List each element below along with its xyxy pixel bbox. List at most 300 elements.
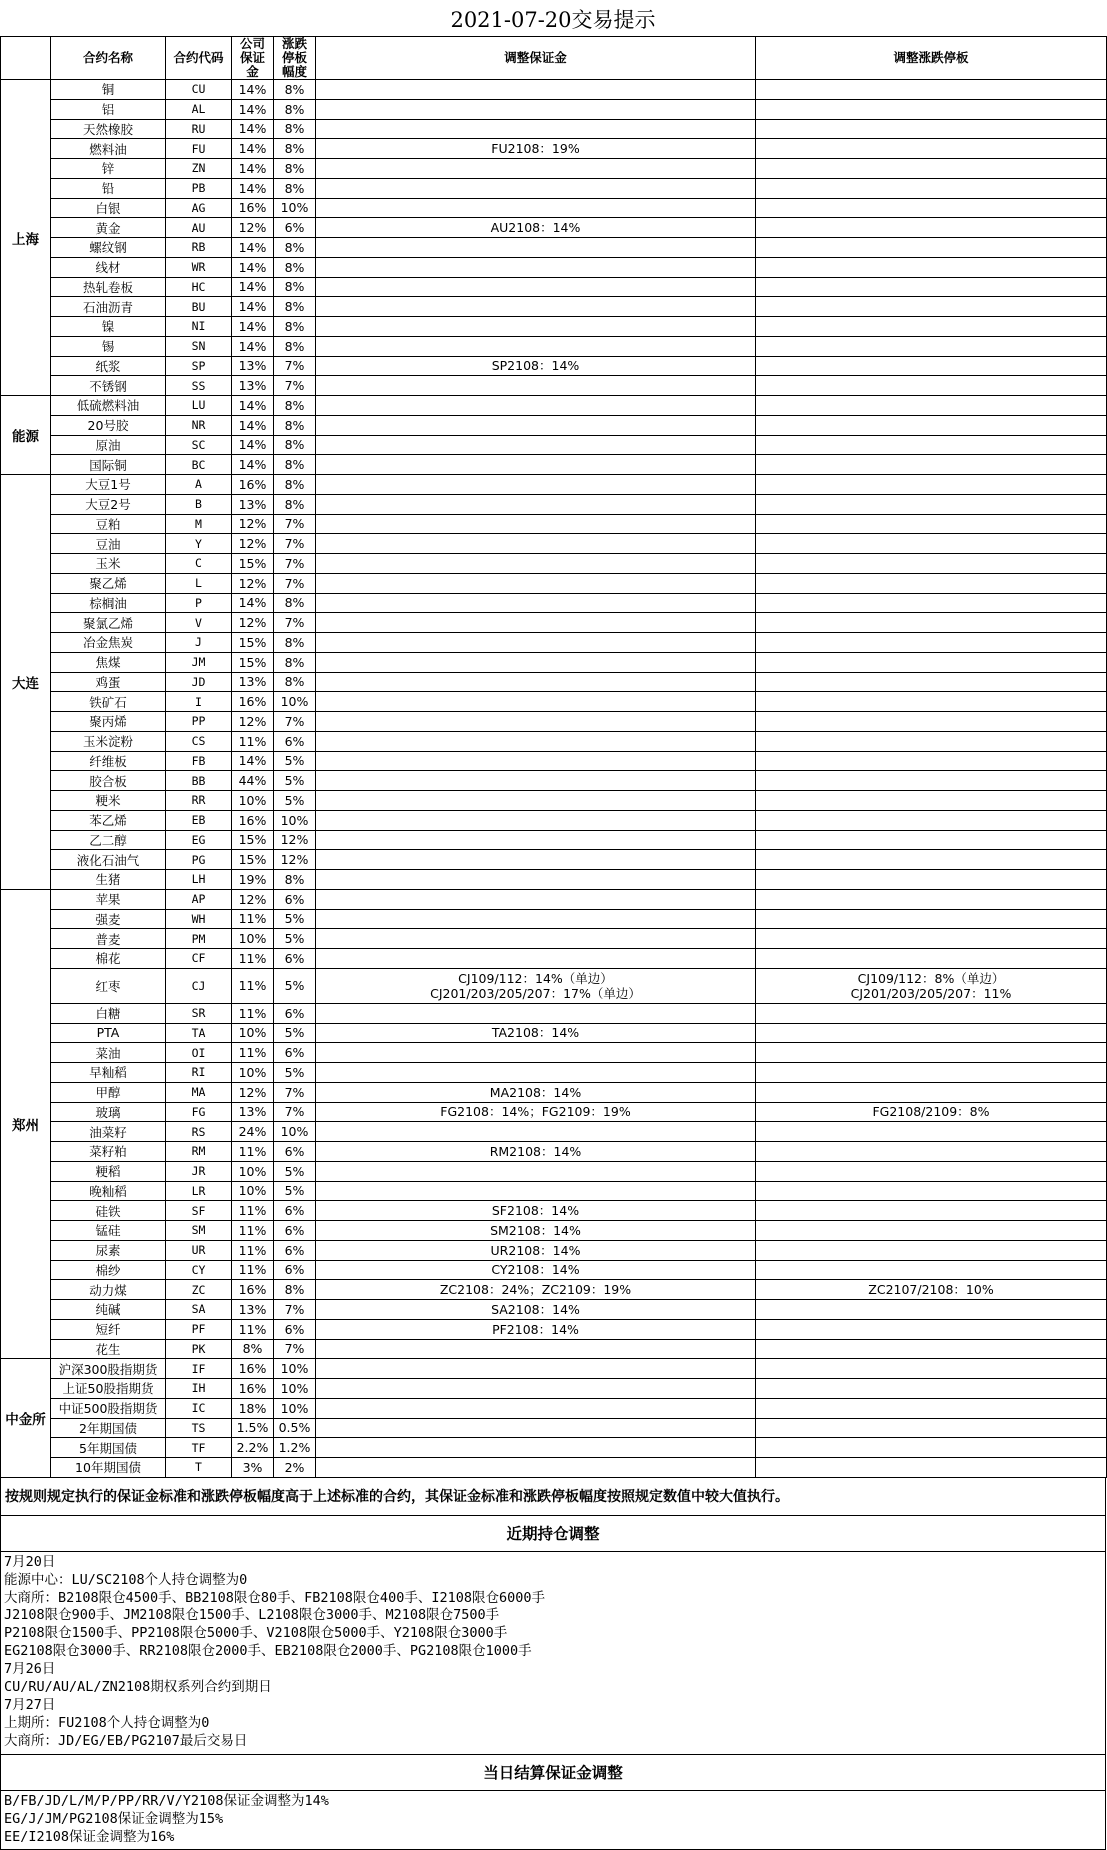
limit-cell: 5%: [274, 1063, 316, 1083]
contract-name-cell: 镍: [51, 317, 166, 337]
contract-name-cell: 菜籽粕: [51, 1142, 166, 1162]
table-row: [1, 1339, 1107, 1359]
adjusted-margin-cell: [316, 317, 756, 337]
adjusted-limit-cell: [756, 80, 1107, 100]
margin-cell: 10%: [232, 1063, 274, 1083]
limit-cell: 6%: [274, 1003, 316, 1023]
adjustment-line: ZC2108：24%；ZC2109：19%: [439, 1282, 632, 1298]
margin-cell: 24%: [232, 1122, 274, 1142]
adjusted-limit-cell: [756, 198, 1107, 218]
contract-code-cell: OI: [166, 1043, 232, 1063]
adjusted-limit-cell: [756, 712, 1107, 732]
adjusted-margin-cell: [316, 1142, 756, 1162]
adjusted-margin-cell: [316, 1319, 756, 1339]
adjusted-limit-cell: [756, 356, 1107, 376]
margin-cell: 11%: [232, 1319, 274, 1339]
limit-cell: 12%: [274, 830, 316, 850]
adjusted-margin-cell: [316, 1122, 756, 1142]
table-row: [1, 336, 1107, 356]
adjustment-line: FU2108：19%: [491, 141, 580, 157]
limit-cell: 7%: [274, 514, 316, 534]
table-row: [1, 771, 1107, 791]
header-adjusted-limit: 调整涨跌停板: [756, 37, 1107, 80]
adjusted-limit-cell: [756, 949, 1107, 969]
margin-cell: 12%: [232, 889, 274, 909]
contract-code-cell: NR: [166, 415, 232, 435]
contract-code-cell: UR: [166, 1240, 232, 1260]
contract-name-cell: 短纤: [51, 1319, 166, 1339]
limit-cell: 8%: [274, 297, 316, 317]
adjusted-limit-cell: [756, 178, 1107, 198]
adjusted-margin-cell: [316, 455, 756, 475]
contract-name-cell: 大豆1号: [51, 475, 166, 495]
adjusted-margin-cell: [316, 1240, 756, 1260]
contract-name-cell: 强麦: [51, 909, 166, 929]
adjusted-limit-cell: [756, 159, 1107, 179]
margin-cell: 16%: [232, 1379, 274, 1399]
limit-cell: 8%: [274, 455, 316, 475]
adjusted-limit-cell: [756, 633, 1107, 653]
contract-code-cell: RR: [166, 791, 232, 811]
adjusted-limit-cell: [756, 929, 1107, 949]
adjusted-margin-cell: [316, 1260, 756, 1280]
margin-cell: 11%: [232, 1043, 274, 1063]
adjusted-margin-cell: [316, 356, 756, 376]
table-row: [1, 218, 1107, 238]
margin-cell: 12%: [232, 534, 274, 554]
table-row: [1, 1319, 1107, 1339]
adjusted-margin-cell: [316, 257, 756, 277]
contract-name-cell: 苹果: [51, 889, 166, 909]
contract-name-cell: 锡: [51, 336, 166, 356]
table-row: [1, 593, 1107, 613]
notice-line: 7月20日: [4, 1553, 56, 1570]
margin-cell: 11%: [232, 968, 274, 1003]
adjusted-limit-cell: [756, 435, 1107, 455]
header-adjusted-margin: 调整保证金: [316, 37, 756, 80]
adjusted-margin-cell: [316, 1280, 756, 1300]
adjusted-margin-cell: [316, 238, 756, 258]
adjusted-margin-cell: [316, 435, 756, 455]
contract-code-cell: SS: [166, 376, 232, 396]
contract-name-cell: 5年期国债: [51, 1438, 166, 1458]
limit-cell: 8%: [274, 336, 316, 356]
limit-cell: 6%: [274, 1240, 316, 1260]
table-row: [1, 494, 1107, 514]
limit-cell: 6%: [274, 1260, 316, 1280]
adjusted-margin-cell: [316, 297, 756, 317]
table-row: [1, 514, 1107, 534]
adjusted-limit-cell: [756, 692, 1107, 712]
contract-name-cell: 菜油: [51, 1043, 166, 1063]
margin-cell: 19%: [232, 870, 274, 890]
table-row: [1, 692, 1107, 712]
contract-name-cell: 硅铁: [51, 1201, 166, 1221]
contract-name-cell: 鸡蛋: [51, 672, 166, 692]
table-row: [1, 613, 1107, 633]
adjusted-limit-cell: [756, 1359, 1107, 1379]
adjusted-limit-cell: [756, 1260, 1107, 1280]
contract-name-cell: 白糖: [51, 1003, 166, 1023]
rule-notice: 按规则规定执行的保证金标准和涨跌停板幅度高于上述标准的合约，其保证金标准和涨跌停板幅度按照规定数值中较大值执行。: [0, 1478, 1106, 1516]
adjustment-line: RM2108：14%: [489, 1143, 582, 1159]
adjusted-limit-cell: [756, 731, 1107, 751]
limit-cell: 8%: [274, 159, 316, 179]
contract-name-cell: 粳稻: [51, 1161, 166, 1181]
adjustment-line: UR2108：14%: [490, 1242, 581, 1258]
contract-name-cell: 铜: [51, 80, 166, 100]
margin-cell: 14%: [232, 159, 274, 179]
contract-name-cell: 苯乙烯: [51, 810, 166, 830]
adjusted-limit-cell: [756, 1418, 1107, 1438]
adjusted-margin-cell: [316, 396, 756, 416]
margin-cell: 1.5%: [232, 1418, 274, 1438]
adjusted-limit-cell: [756, 1161, 1107, 1181]
adjusted-limit-cell: [756, 1319, 1107, 1339]
adjusted-margin-cell: [316, 968, 756, 1003]
adjusted-limit-cell: [756, 99, 1107, 119]
table-row: [1, 415, 1107, 435]
margin-cell: 10%: [232, 1181, 274, 1201]
table-row: [1, 1458, 1107, 1478]
contract-name-cell: 白银: [51, 198, 166, 218]
margin-cell: 14%: [232, 257, 274, 277]
contract-code-cell: SF: [166, 1201, 232, 1221]
contract-name-cell: 液化石油气: [51, 850, 166, 870]
contract-name-cell: 2年期国债: [51, 1418, 166, 1438]
limit-cell: 6%: [274, 1043, 316, 1063]
adjusted-margin-cell: [316, 731, 756, 751]
limit-cell: 8%: [274, 672, 316, 692]
settlement-section-title: 当日结算保证金调整: [0, 1755, 1106, 1791]
adjusted-limit-cell: [756, 968, 1107, 1003]
notice-line: EG2108限仓3000手、RR2108限仓2000手、EB2108限仓2000手、PG2108限仓1000手: [4, 1643, 532, 1660]
margin-cell: 12%: [232, 573, 274, 593]
limit-cell: 6%: [274, 218, 316, 238]
contract-code-cell: AU: [166, 218, 232, 238]
adjustment-line: CJ109/112：14%（单边）: [458, 970, 613, 986]
adjusted-margin-cell: [316, 159, 756, 179]
header-contract-name: 合约名称: [51, 37, 166, 80]
adjusted-margin-cell: [316, 218, 756, 238]
limit-cell: 2%: [274, 1458, 316, 1478]
table-row: [1, 178, 1107, 198]
contract-name-cell: 原油: [51, 435, 166, 455]
adjusted-margin-cell: [316, 1181, 756, 1201]
margin-cell: 10%: [232, 929, 274, 949]
contract-name-cell: 乙二醇: [51, 830, 166, 850]
position-adjustment-list: [0, 1552, 1106, 1755]
limit-cell: 7%: [274, 376, 316, 396]
table-row: [1, 1161, 1107, 1181]
contract-name-cell: 低硫燃料油: [51, 396, 166, 416]
adjusted-limit-cell: [756, 514, 1107, 534]
adjusted-limit-cell: [756, 1181, 1107, 1201]
adjusted-limit-cell: [756, 534, 1107, 554]
contract-name-cell: 晚籼稻: [51, 1181, 166, 1201]
header-price-limit: 涨跌停板幅度: [274, 37, 316, 80]
adjusted-limit-cell: [756, 415, 1107, 435]
table-row: [1, 1181, 1107, 1201]
contract-code-cell: JM: [166, 652, 232, 672]
contract-code-cell: AG: [166, 198, 232, 218]
limit-cell: 6%: [274, 889, 316, 909]
contract-name-cell: 纸浆: [51, 356, 166, 376]
contract-name-cell: 棕榈油: [51, 593, 166, 613]
adjusted-limit-cell: [756, 1082, 1107, 1102]
adjusted-margin-cell: [316, 810, 756, 830]
contract-name-cell: 焦煤: [51, 652, 166, 672]
limit-cell: 5%: [274, 929, 316, 949]
contract-name-cell: 国际铜: [51, 455, 166, 475]
header-contract-code: 合约代码: [166, 37, 232, 80]
contract-name-cell: 上证50股指期货: [51, 1379, 166, 1399]
adjusted-margin-cell: [316, 1043, 756, 1063]
limit-cell: 8%: [274, 317, 316, 337]
limit-cell: 5%: [274, 791, 316, 811]
margin-cell: 11%: [232, 1260, 274, 1280]
adjusted-limit-cell: [756, 1201, 1107, 1221]
margin-cell: 15%: [232, 633, 274, 653]
table-row: [1, 791, 1107, 811]
table-row: [1, 968, 1107, 1003]
adjusted-margin-cell: [316, 198, 756, 218]
adjusted-limit-cell: [756, 1043, 1107, 1063]
contract-code-cell: Y: [166, 534, 232, 554]
adjusted-margin-cell: [316, 1063, 756, 1083]
contract-name-cell: 豆粕: [51, 514, 166, 534]
table-row: [1, 435, 1107, 455]
margin-cell: 14%: [232, 593, 274, 613]
adjusted-limit-cell: [756, 1280, 1107, 1300]
adjusted-margin-cell: [316, 751, 756, 771]
contract-code-cell: A: [166, 475, 232, 495]
table-row: [1, 1280, 1107, 1300]
margin-cell: 14%: [232, 99, 274, 119]
margin-cell: 11%: [232, 1201, 274, 1221]
margin-cell: 18%: [232, 1398, 274, 1418]
adjusted-limit-cell: [756, 1300, 1107, 1320]
adjusted-margin-cell: [316, 850, 756, 870]
limit-cell: 5%: [274, 968, 316, 1003]
contract-name-cell: 胶合板: [51, 771, 166, 791]
contract-name-cell: 石油沥青: [51, 297, 166, 317]
adjusted-limit-cell: [756, 1339, 1107, 1359]
adjusted-margin-cell: [316, 1398, 756, 1418]
table-row: [1, 1300, 1107, 1320]
table-row: [1, 1003, 1107, 1023]
table-row: [1, 159, 1107, 179]
contract-name-cell: 黄金: [51, 218, 166, 238]
exchange-cell: 中金所: [1, 1359, 51, 1478]
table-row: [1, 870, 1107, 890]
contract-name-cell: 燃料油: [51, 139, 166, 159]
adjusted-margin-cell: [316, 1221, 756, 1241]
adjusted-margin-cell: [316, 554, 756, 574]
adjusted-limit-cell: [756, 830, 1107, 850]
table-row: [1, 1142, 1107, 1162]
limit-cell: 5%: [274, 1023, 316, 1043]
table-row: [1, 929, 1107, 949]
contract-code-cell: SR: [166, 1003, 232, 1023]
limit-cell: 6%: [274, 949, 316, 969]
table-row: [1, 1260, 1107, 1280]
contract-name-cell: 大豆2号: [51, 494, 166, 514]
limit-cell: 8%: [274, 870, 316, 890]
margin-table: [0, 36, 1107, 1478]
exchange-cell: 大连: [1, 475, 51, 890]
limit-cell: 7%: [274, 1339, 316, 1359]
margin-cell: 14%: [232, 317, 274, 337]
contract-name-cell: 铁矿石: [51, 692, 166, 712]
table-row: [1, 297, 1107, 317]
contract-code-cell: SM: [166, 1221, 232, 1241]
contract-name-cell: 棉纱: [51, 1260, 166, 1280]
margin-cell: 8%: [232, 1339, 274, 1359]
adjusted-limit-cell: [756, 850, 1107, 870]
adjusted-limit-cell: [756, 791, 1107, 811]
adjusted-margin-cell: [316, 1102, 756, 1122]
contract-code-cell: RI: [166, 1063, 232, 1083]
margin-cell: 3%: [232, 1458, 274, 1478]
margin-cell: 14%: [232, 396, 274, 416]
adjusted-limit-cell: [756, 1023, 1107, 1043]
limit-cell: 0.5%: [274, 1418, 316, 1438]
contract-code-cell: CF: [166, 949, 232, 969]
contract-code-cell: L: [166, 573, 232, 593]
adjusted-limit-cell: [756, 336, 1107, 356]
contract-code-cell: B: [166, 494, 232, 514]
contract-code-cell: TF: [166, 1438, 232, 1458]
limit-cell: 8%: [274, 435, 316, 455]
contract-code-cell: AP: [166, 889, 232, 909]
table-row: [1, 1201, 1107, 1221]
contract-code-cell: AL: [166, 99, 232, 119]
contract-name-cell: 聚乙烯: [51, 573, 166, 593]
contract-code-cell: FG: [166, 1102, 232, 1122]
limit-cell: 10%: [274, 810, 316, 830]
notice-line: 上期所：FU2108个人持仓调整为0: [4, 1714, 210, 1731]
adjusted-margin-cell: [316, 534, 756, 554]
contract-name-cell: 玉米淀粉: [51, 731, 166, 751]
adjusted-limit-cell: [756, 1122, 1107, 1142]
limit-cell: 7%: [274, 573, 316, 593]
margin-cell: 16%: [232, 475, 274, 495]
margin-cell: 16%: [232, 198, 274, 218]
margin-cell: 10%: [232, 1161, 274, 1181]
adjusted-limit-cell: [756, 870, 1107, 890]
adjusted-limit-cell: [756, 909, 1107, 929]
limit-cell: 5%: [274, 771, 316, 791]
contract-code-cell: HC: [166, 277, 232, 297]
adjusted-margin-cell: [316, 1359, 756, 1379]
contract-name-cell: 玉米: [51, 554, 166, 574]
adjusted-limit-cell: [756, 889, 1107, 909]
table-row: [1, 80, 1107, 100]
margin-cell: 12%: [232, 613, 274, 633]
table-row: [1, 633, 1107, 653]
adjusted-margin-cell: [316, 376, 756, 396]
margin-cell: 14%: [232, 435, 274, 455]
contract-name-cell: 油菜籽: [51, 1122, 166, 1142]
table-row: [1, 1379, 1107, 1399]
contract-name-cell: 甲醇: [51, 1082, 166, 1102]
contract-code-cell: WH: [166, 909, 232, 929]
limit-cell: 8%: [274, 99, 316, 119]
adjusted-limit-cell: [756, 475, 1107, 495]
contract-name-cell: 铅: [51, 178, 166, 198]
adjusted-limit-cell: [756, 257, 1107, 277]
contract-code-cell: PF: [166, 1319, 232, 1339]
margin-cell: 14%: [232, 297, 274, 317]
notice-line: 大商所：B2108限仓4500手、BB2108限仓80手、FB2108限仓400手、I2108限仓6000手: [4, 1589, 545, 1606]
table-row: [1, 376, 1107, 396]
margin-cell: 14%: [232, 238, 274, 258]
contract-code-cell: ZN: [166, 159, 232, 179]
adjusted-margin-cell: [316, 415, 756, 435]
margin-cell: 14%: [232, 139, 274, 159]
table-row: [1, 356, 1107, 376]
contract-code-cell: PK: [166, 1339, 232, 1359]
adjusted-margin-cell: [316, 830, 756, 850]
adjustment-line: TA2108：14%: [491, 1025, 580, 1041]
adjusted-limit-cell: [756, 771, 1107, 791]
table-row: [1, 889, 1107, 909]
limit-cell: 6%: [274, 1201, 316, 1221]
adjusted-margin-cell: [316, 692, 756, 712]
table-row: [1, 909, 1107, 929]
limit-cell: 12%: [274, 850, 316, 870]
contract-name-cell: PTA: [51, 1023, 166, 1043]
contract-code-cell: IF: [166, 1359, 232, 1379]
adjusted-margin-cell: [316, 1458, 756, 1478]
contract-code-cell: CJ: [166, 968, 232, 1003]
contract-name-cell: 棉花: [51, 949, 166, 969]
adjusted-limit-cell: [756, 1142, 1107, 1162]
limit-cell: 7%: [274, 712, 316, 732]
adjustment-line: CJ201/203/205/207：11%: [850, 985, 1012, 1001]
adjusted-margin-cell: [316, 949, 756, 969]
adjusted-limit-cell: [756, 1379, 1107, 1399]
limit-cell: 7%: [274, 554, 316, 574]
adjusted-limit-cell: [756, 593, 1107, 613]
adjusted-margin-cell: [316, 1418, 756, 1438]
contract-code-cell: IH: [166, 1379, 232, 1399]
margin-cell: 13%: [232, 1300, 274, 1320]
contract-code-cell: RM: [166, 1142, 232, 1162]
adjusted-limit-cell: [756, 1458, 1107, 1478]
limit-cell: 10%: [274, 1359, 316, 1379]
limit-cell: 8%: [274, 178, 316, 198]
table-row: [1, 277, 1107, 297]
limit-cell: 8%: [274, 139, 316, 159]
notice-line: B/FB/JD/L/M/P/PP/RR/V/Y2108保证金调整为14%: [4, 1792, 329, 1809]
contract-code-cell: LR: [166, 1181, 232, 1201]
table-row: [1, 317, 1107, 337]
exchange-cell: 能源: [1, 396, 51, 475]
notice-line: P2108限仓1500手、PP2108限仓5000手、V2108限仓5000手、Y2108限仓3000手: [4, 1625, 508, 1642]
limit-cell: 7%: [274, 613, 316, 633]
limit-cell: 10%: [274, 1379, 316, 1399]
notice-line: J2108限仓900手、JM2108限仓1500手、L2108限仓3000手、M2108限仓7500手: [4, 1607, 500, 1624]
margin-cell: 12%: [232, 712, 274, 732]
adjusted-limit-cell: [756, 751, 1107, 771]
contract-name-cell: 纤维板: [51, 751, 166, 771]
limit-cell: 6%: [274, 1319, 316, 1339]
table-row: [1, 1023, 1107, 1043]
limit-cell: 8%: [274, 119, 316, 139]
margin-cell: 15%: [232, 830, 274, 850]
